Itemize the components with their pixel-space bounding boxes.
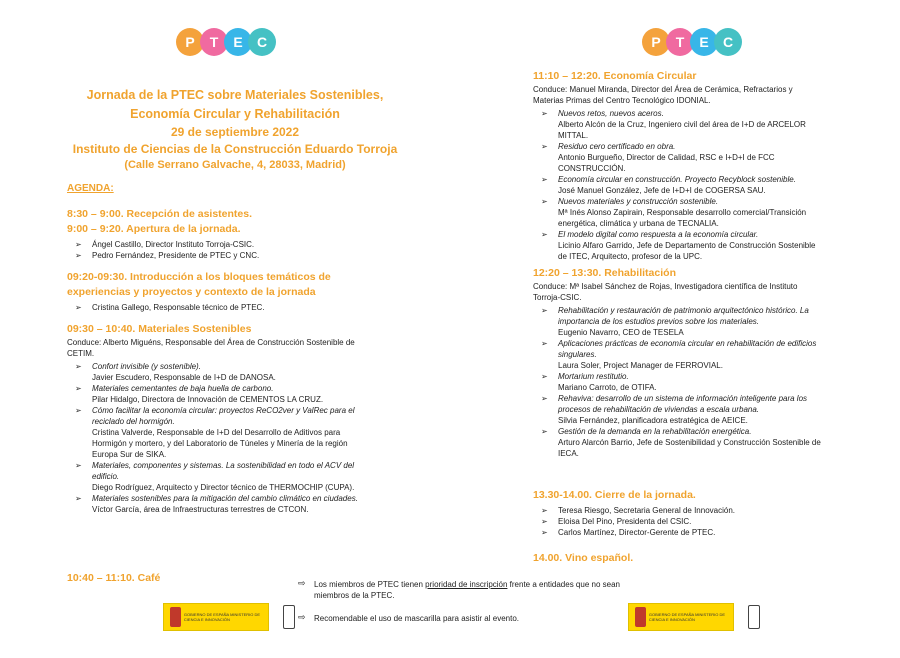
session-vino: 14.00. Vino español. [533,552,634,564]
arrow-icon: ⇨ [298,578,306,588]
speaker: ➢ Carlos Martínez, Director-Gerente de PTEC. [533,527,823,538]
session-cierre: 13.30-14.00. Cierre de la jornada. ➢ Teresa Riesgo, Secretaria General de Innovación. ➢ Eloisa Del Pino, Presidenta del CSIC. ➢ Carlos Martínez, Director-Gerente de PTEC. [533,488,823,538]
speaker: ➢ Eloisa Del Pino, Presidenta del CSIC. [533,516,823,527]
coat-of-arms-icon [170,607,181,627]
speaker: ➢ Ángel Castillo, Director Instituto Torroja-CSIC. [67,239,367,250]
session-opening: 8:30 – 9:00. Recepción de asistentes. 9:00 – 9:20. Apertura de la jornada. ➢ Ángel Castillo, Director Instituto Torroja-CSIC. ➢ Pedro Fernández, Presidente de PTEC y CNC. [67,207,367,261]
event-title: Jornada de la PTEC sobre Materiales Sostenibles, Economía Circular y Rehabilitación 29 de septiembre 2022 Instituto de Ciencias de la Construcción Eduardo Torroja (Calle Serrano Galvache, 4, 28033, Madrid) [72,88,398,171]
ptec-logo: P T E C [646,28,742,56]
talk: ➢ Materiales sostenibles para la mitigación del cambio climático en ciudades. Víctor García, área de Infraestructuras terrestres de CTCON. [67,493,367,515]
talk: ➢ Gestión de la demanda en la rehabilitación energética. Arturo Alarcón Barrio, Jefe de Sostenibilidad y Construcción Sostenible de IECA. [533,426,823,459]
government-logos-left [163,603,295,631]
coat-of-arms-icon [635,607,646,627]
arrow-icon: ⇨ [298,612,306,622]
institution-icon [748,605,760,629]
note-mask: Recomendable el uso de mascarilla para asistir al evento. [314,614,519,623]
speaker: ➢ Cristina Gallego, Responsable técnico de PTEC. [67,302,367,313]
talk: ➢ Materiales cementantes de baja huella de carbono. Pilar Hidalgo, Directora de Innovación de CEMENTOS LA CRUZ. [67,383,367,405]
agenda-heading: AGENDA: [67,183,114,194]
institution-icon [283,605,295,629]
ptec-logo: P T E C [180,28,276,56]
talk: ➢ Nuevos materiales y construcción sostenible. Mª Inés Alonso Zapirain, Responsable desarrollo comercial/Transición energética, climática y urbana de TECNALIA. [533,196,823,229]
talk: ➢ Materiales, componentes y sistemas. La sostenibilidad en todo el ACV del edificio. Diego Rodríguez, Arquitecto y Director técnico de THERMOCHIP (CUPA). [67,460,367,493]
note-priority: Los miembros de PTEC tienen prioridad de inscripción frente a entidades que no sean miembros de la PTEC. [314,580,620,600]
speaker: ➢ Pedro Fernández, Presidente de PTEC y CNC. [67,250,367,261]
talk: ➢ Residuo cero certificado en obra. Antonio Burgueño, Director de Calidad, RSC e I+D+I de FCC CONSTRUCCIÓN. [533,141,823,174]
session-intro: 09:20-09:30. Introducción a los bloques temáticos de experiencias y proyectos y contexto de la jornada ➢ Cristina Gallego, Responsable técnico de PTEC. [67,270,367,313]
government-logo: GOBIERNO DE ESPAÑA MINISTERIO DE CIENCIA E INNOVACIÓN [163,603,269,631]
session-materiales: 09:30 – 10:40. Materiales Sostenibles Conduce: Alberto Miguéns, Responsable del Área de Construcción Sostenible de CETIM. ➢ Confort invisible (y sostenible). Javier Escudero, Responsable de I+D de DANOSA. ➢ Materiales cementantes de baja huella de carbono. Pilar Hidalgo, Directora de Innovación de CEMENTOS LA CRUZ. ➢ Cómo facilitar la economía circular: proyectos ReCO2ver y ValRec para el reciclado del hormigón. Cristina Valverde, Responsable de I+D del Desarrollo de Aditivos para Hormigón y mortero, y del Laboratorio de Túneles y Minería de la región Europa Sur de SIKA. ➢ Materiales, componentes y sistemas. La sostenibilidad en todo el ACV del edificio. Diego Rodríguez, Arquitecto y Director técnico de THERMOCHIP (CUPA). ➢ Materiales sostenibles para la mitigación del cambio climático en ciudades. Víctor García, área de Infraestructuras terrestres de CTCON. [67,322,367,515]
talk: ➢ Rehabilitación y restauración de patrimonio arquitectónico histórico. La importancia de los estudios previos sobre los materiales. Eugenio Navarro, CEO de TESELA [533,305,823,338]
talk: ➢ Nuevos retos, nuevos aceros. Alberto Alcón de la Cruz, Ingeniero civil del área de I+D de ARCELOR MITTAL. [533,108,823,141]
talk: ➢ Rehaviva: desarrollo de un sistema de información inteligente para los procesos de rehabilitación de viviendas a escala urbana. Silvia Fernández, planificadora estratégica de AEICE. [533,393,823,426]
session-cafe: 10:40 – 11:10. Café [67,572,161,584]
talk: ➢ Cómo facilitar la economía circular: proyectos ReCO2ver y ValRec para el reciclado del hormigón. Cristina Valverde, Responsable de I+D del Desarrollo de Aditivos para Hormigón y mortero, y del Laboratorio de Túneles y Minería de la región Europa Sur de SIKA. [67,405,367,460]
speaker: ➢ Teresa Riesgo, Secretaria General de Innovación. [533,505,823,516]
session-economia-circular: 11:10 – 12:20. Economía Circular Conduce: Manuel Miranda, Director del Área de Cerámica, Refractarios y Materias Primas del Centro Tecnológico IDONIAL. ➢ Nuevos retos, nuevos aceros. Alberto Alcón de la Cruz, Ingeniero civil del área de I+D de ARCELOR MITTAL. ➢ Residuo cero certificado en obra. Antonio Burgueño, Director de Calidad, RSC e I+D+I de FCC CONSTRUCCIÓN. ➢ Economía circular en construcción. Proyecto Recyblock sostenible. José Manuel González, Jefe de I+D+I de COGERSA SAU. ➢ Nuevos materiales y construcción sostenible. Mª Inés Alonso Zapirain, Responsable desarrollo comercial/Transición energética, climática y urbana de TECNALIA. ➢ El modelo digital como respuesta a la economía circular. Licinio Alfaro Garrido, Jefe de Departamento de Construcción Sostenible de ITEC, Arquitecto, profesor de la UPC. [533,69,823,262]
talk: ➢ Mortarium restitutio. Mariano Carroto, de OTIFA. [533,371,823,393]
talk: ➢ El modelo digital como respuesta a la economía circular. Licinio Alfaro Garrido, Jefe de Departamento de Construcción Sostenible de ITEC, Arquitecto, profesor de la UPC. [533,229,823,262]
talk: ➢ Economía circular en construcción. Proyecto Recyblock sostenible. José Manuel González, Jefe de I+D+I de COGERSA SAU. [533,174,823,196]
talk: ➢ Aplicaciones prácticas de economía circular en rehabilitación de edificios singulares. Laura Soler, Project Manager de FERROVIAL. [533,338,823,371]
government-logos-right [628,603,760,631]
talk: ➢ Confort invisible (y sostenible). Javier Escudero, Responsable de I+D de DANOSA. [67,361,367,383]
session-rehabilitacion: 12:20 – 13:30. Rehabilitación Conduce: Mª Isabel Sánchez de Rojas, Investigadora científica de Instituto Torroja-CSIC. ➢ Rehabilitación y restauración de patrimonio arquitectónico histórico. La importancia de los estudios previos sobre los materiales. Eugenio Navarro, CEO de TESELA ➢ Aplicaciones prácticas de economía circular en rehabilitación de edificios singulares. Laura Soler, Project Manager de FERROVIAL. ➢ Mortarium restitutio. Mariano Carroto, de OTIFA. ➢ Rehaviva: desarrollo de un sistema de información inteligente para los procesos de rehabilitación de viviendas a escala urbana. Silvia Fernández, planificadora estratégica de AEICE. ➢ Gestión de la demanda en la rehabilitación energética. Arturo Alarcón Barrio, Jefe de Sostenibilidad y Construcción Sostenible de IECA. [533,266,823,459]
government-logo: GOBIERNO DE ESPAÑA MINISTERIO DE CIENCIA E INNOVACIÓN [628,603,734,631]
